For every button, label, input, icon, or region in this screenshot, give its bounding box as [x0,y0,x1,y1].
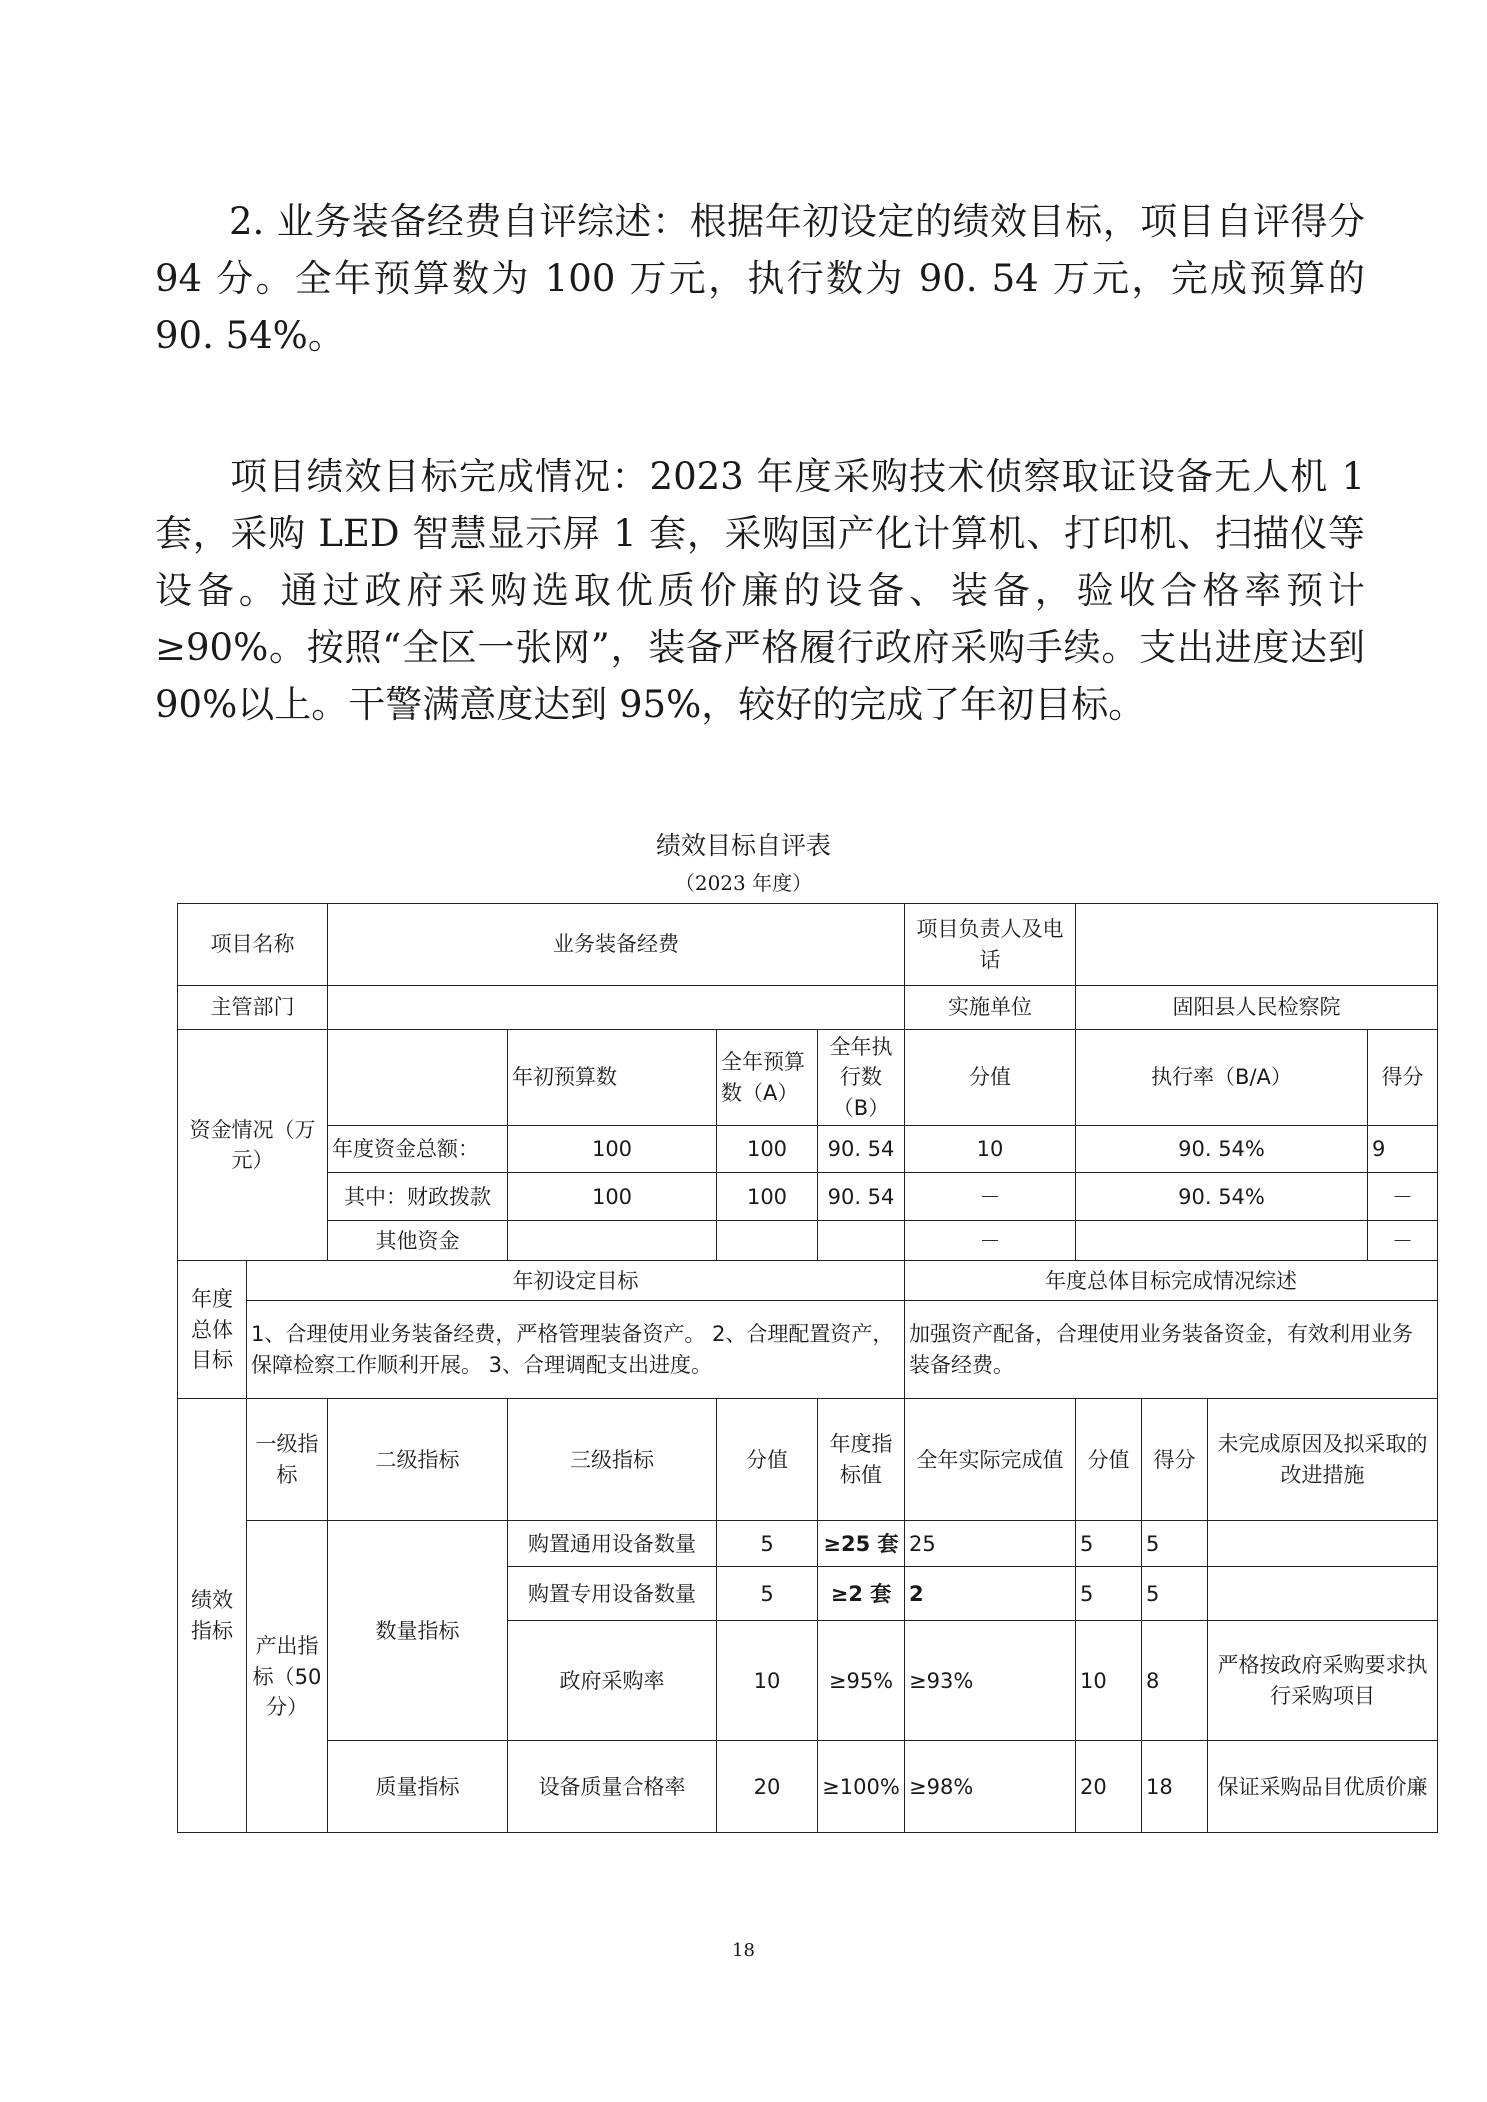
level3-indicator: 设备质量合格率 [508,1741,717,1833]
project-name-value: 业务装备经费 [328,904,905,986]
funds-cell: 90. 54 [818,1173,905,1221]
indicator-actual: 25 [905,1521,1076,1567]
indicator-got: 8 [1142,1621,1208,1741]
indicator-got: 5 [1142,1567,1208,1621]
funds-header: 全年执行数（B） [818,1030,905,1126]
funds-header: 分值 [905,1030,1076,1126]
funds-cell [508,1221,717,1261]
indicator-header: 年度指标值 [818,1399,905,1521]
indicator-value: 10 [1076,1621,1142,1741]
paragraph-equipment-summary [155,193,1365,364]
table-title: 绩效目标自评表 [655,831,831,860]
level3-indicator: 购置专用设备数量 [508,1567,717,1621]
indicator-header: 一级指标 [247,1399,328,1521]
indicator-header: 二级指标 [328,1399,508,1521]
indicator-score: 5 [717,1567,818,1621]
level3-indicator: 购置通用设备数量 [508,1521,717,1567]
funds-cell [1076,1221,1368,1261]
indicators-label: 绩效指标 [178,1399,247,1833]
manager-value [1076,904,1438,986]
funds-cell: 90. 54 [818,1126,905,1173]
indicator-score: 20 [717,1741,818,1833]
funds-cell [717,1221,818,1261]
funds-cell: － [1368,1173,1438,1221]
funds-row-label: 其中：财政拨款 [328,1173,508,1221]
funds-cell: 90. 54% [1076,1173,1368,1221]
funds-cell [818,1221,905,1261]
funds-cell: 100 [508,1126,717,1173]
funds-cell: － [905,1221,1076,1261]
indicator-target: ≥25 套 [818,1521,905,1567]
funds-cell: 9 [1368,1126,1438,1173]
funds-cell: 100 [508,1173,717,1221]
indicator-header: 三级指标 [508,1399,717,1521]
table-year: （2023 年度） [674,871,813,895]
funds-header: 得分 [1368,1030,1438,1126]
project-name-label: 项目名称 [178,904,328,986]
quantity-indicator: 数量指标 [328,1521,508,1741]
funds-label: 资金情况（万元） [178,1030,328,1261]
indicator-note [1208,1567,1438,1621]
indicator-target: ≥100% [818,1741,905,1833]
funds-cell: 90. 54% [1076,1126,1368,1173]
impl-value: 固阳县人民检察院 [1076,986,1438,1030]
dept-value [328,986,905,1030]
indicator-score: 5 [717,1521,818,1567]
indicator-got: 18 [1142,1741,1208,1833]
indicator-actual: ≥98% [905,1741,1076,1833]
funds-header: 执行率（B/A） [1076,1030,1368,1126]
funds-cell: 100 [717,1173,818,1221]
paragraph-text: 项目绩效目标完成情况：2023 年度采购技术侦察取证设备无人机 1 套，采购 LED 智慧显示屏 1 套，采购国产化计算机、打印机、扫描仪等设备。通过政府采购选取优质价廉的设备、装备，验收合格率预计≥90%。按照“全区一张网”，装备严格履行政府采购手续。支出进度达到 90%以上。干警满意度达到 95%，较好的完成了年初目标。 [155,455,1365,726]
funds-cell: － [1368,1221,1438,1261]
funds-cell: － [905,1173,1076,1221]
paragraph-goal-completion [155,448,1365,733]
indicator-value: 5 [1076,1521,1142,1567]
impl-label: 实施单位 [905,986,1076,1030]
indicator-note: 保证采购品目优质价廉 [1208,1741,1438,1833]
dept-label: 主管部门 [178,986,328,1030]
goals-initial-header: 年初设定目标 [247,1261,905,1301]
funds-cell: 10 [905,1126,1076,1173]
indicator-note [1208,1521,1438,1567]
goals-initial-text: 1、合理使用业务装备经费，严格管理装备资产。 2、合理配置资产，保障检察工作顺利开展。 3、合理调配支出进度。 [247,1301,905,1399]
indicator-actual: ≥93% [905,1621,1076,1741]
paragraph-text: 2. 业务装备经费自评综述：根据年初设定的绩效目标，项目自评得分 94 分。全年预算数为 100 万元，执行数为 90. 54 万元，完成预算的 90. 54%。 [155,200,1365,357]
funds-header: 年初预算数 [508,1030,717,1126]
funds-row-label: 年度资金总额： [328,1126,508,1173]
funds-header [328,1030,508,1126]
funds-header: 全年预算数（A） [717,1030,818,1126]
page-number: 18 [732,1940,755,1961]
goals-summary-header: 年度总体目标完成情况综述 [905,1261,1438,1301]
indicator-header: 得分 [1142,1399,1208,1521]
goals-summary-text: 加强资产配备，合理使用业务装备资金，有效利用业务装备经费。 [905,1301,1438,1399]
level3-indicator: 政府采购率 [508,1621,717,1741]
funds-row-label: 其他资金 [328,1221,508,1261]
indicator-actual: 2 [905,1567,1076,1621]
manager-label: 项目负责人及电话 [905,904,1076,986]
indicator-value: 20 [1076,1741,1142,1833]
indicator-target: ≥2 套 [818,1567,905,1621]
indicator-got: 5 [1142,1521,1208,1567]
indicator-header: 全年实际完成值 [905,1399,1076,1521]
indicator-note: 严格按政府采购要求执行采购项目 [1208,1621,1438,1741]
goals-label: 年度总体目标 [178,1261,247,1399]
indicator-score: 10 [717,1621,818,1741]
indicator-target: ≥95% [818,1621,905,1741]
funds-cell: 100 [717,1126,818,1173]
indicator-header: 未完成原因及拟采取的改进措施 [1208,1399,1438,1521]
indicator-header: 分值 [717,1399,818,1521]
performance-self-evaluation-table [177,903,1438,1833]
level1-indicator: 产出指标（50分） [247,1521,328,1833]
indicator-header: 分值 [1076,1399,1142,1521]
quality-indicator: 质量指标 [328,1741,508,1833]
indicator-value: 5 [1076,1567,1142,1621]
